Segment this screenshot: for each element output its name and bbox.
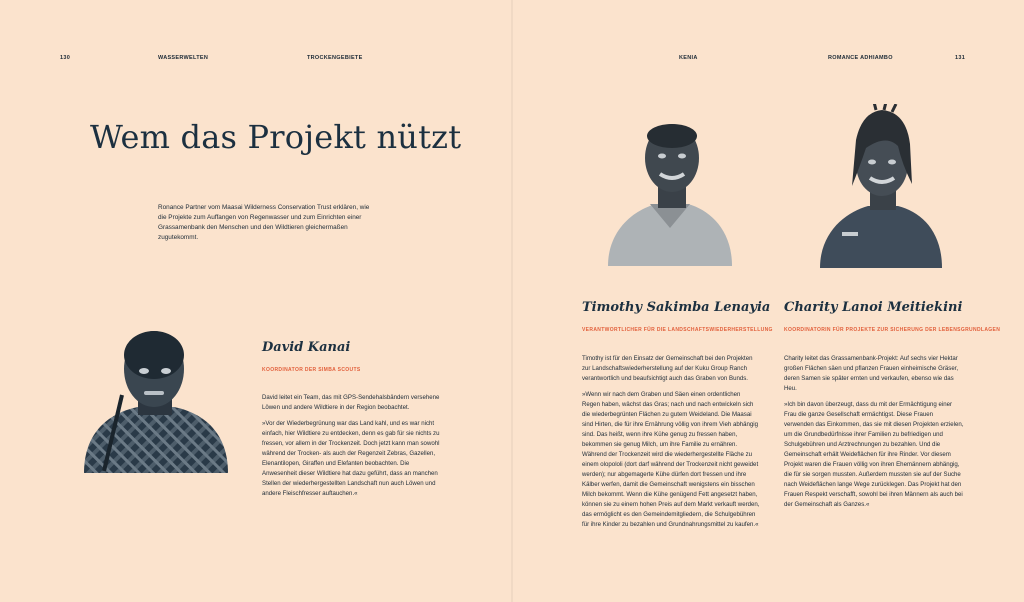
person-bio-charity: [784, 354, 964, 516]
bio-paragraph: Timothy ist für den Einsatz der Gemeinschaft bei den Projekten zur Landschaftswiederherstellung auf der Kuku Group Ranch verantwortlich und beaufsichtigt auch das Graben von Bunds.: [582, 355, 753, 382]
page-title: Wem das Projekt nützt: [90, 118, 462, 156]
portrait-charity-meitiekini: [816, 104, 946, 270]
running-header-country: KENIA: [679, 55, 698, 61]
person-name-timothy: Timothy Sakimba Lenayia: [582, 300, 771, 315]
person-bio-david: [262, 393, 442, 505]
bio-paragraph: David leitet ein Team, das mit GPS-Sendehalsbändern versehene Löwen und andere Wildtiere in der Region beobachtet.: [262, 394, 440, 411]
bio-paragraph: »Wenn wir nach dem Graben und Säen einen ordentlichen Regen haben, wächst das Gras; nach und nach entwickeln sich die wiederbegrünten Flächen zu gutem Weideland. Die Maasai sind Hirten, die für ihre Ernährung völlig von ihrem Vieh abhängig sind. Das heißt, wenn ihre Kühe genug zu fressen haben, bekommen sie genug Milch, um ihre Familie zu ernähren. Während der Trockenzeit wird die wiederhergestellte Fläche zu einem olopololi (dort darf während der Trockenzeit nicht geweidet werden); nur abgemagerte Kühe dürfen dort fressen und ihre Kälber werfen, damit die Gemeinschaft wenigstens ein bisschen Milch bekommt. Wenn die Kühe genügend Fett angesetzt haben, können sie zu einem hohen Preis auf dem Markt verkauft werden, das ermöglicht es den Gemeindemitgliedern, die Schulgebühren für ihre Kinder zu bezahlen und Grundnahrungsmittel zu kaufen.«: [582, 391, 760, 528]
running-header-section: WASSERWELTEN: [158, 55, 209, 61]
right-page: [512, 0, 1024, 602]
person-role-timothy: VERANTWORTLICHER FÜR DIE LANDSCHAFTSWIEDERHERSTELLUNG: [582, 327, 773, 333]
intro-paragraph: Ronance Partner vom Maasai Wilderness Conservation Trust erklären, wie die Projekte zum Auffangen von Regenwasser und zum Einrichten einer Grassamenbank den Menschen und den Wildtieren gleichermaßen zugutekommt.: [158, 204, 370, 241]
running-header-author: ROMANCE ADHIAMBO: [828, 55, 893, 61]
person-name-charity: Charity Lanoi Meitiekini: [784, 300, 963, 315]
person-role-charity: KOORDINATORIN FÜR PROJEKTE ZUR SICHERUNG DER LEBENSGRUNDLAGEN: [784, 327, 1001, 333]
person-name-david: David Kanai: [262, 340, 351, 355]
running-header-topic: TROCKENGEBIETE: [307, 55, 363, 61]
portrait-david-kanai: [78, 325, 234, 475]
bio-paragraph: »Ich bin davon überzeugt, dass du mit der Ermächtigung einer Frau die ganze Gesellschaft ermächtigst. Diese Frauen verwenden das Einkommen, das sie mit diesen Projekten erzielen, um die Grundbedürfnisse ihrer Familien zu befriedigen und Schulgebühren und Arztrechnungen zu bezahlen. Und die Gemeinschaft erhält Weideflächen für ihre Rinder. Vor diesem Projekt waren die Frauen völlig von ihren Ehemännern abhängig, die für sie sorgen mussten. Außerdem mussten sie auf der Suche nach Weideflächen lange Wege zurücklegen. Das Projekt hat den Frauen Respekt verschafft, sowohl bei ihren Männern als auch bei der Gemeinschaft als Ganzes.«: [784, 401, 964, 508]
page-number-right: 131: [955, 55, 966, 61]
page-number-left: 130: [60, 55, 71, 61]
bio-paragraph: Charity leitet das Grassamenbank-Projekt: Auf sechs vier Hektar großen Flächen säen und pflanzen Frauen einheimische Gräser, deren Samen sie später ernten und verkaufen, ebenso wie das Heu.: [784, 355, 959, 392]
portrait-timothy-lenayia: [606, 118, 734, 268]
bio-paragraph: »Vor der Wiederbegrünung war das Land kahl, und es war nicht einfach, hier Wildtiere zu entdecken, denn es gab für sie nichts zu fressen, vor allem in der Trockenzeit. Doch jetzt kann man sowohl während der Trocken- als auch der Regenzeit Zebras, Gazellen, Elenantilopen, Giraffen und Elefanten beobachten. Die Anwesenheit dieser Wildtiere hat dazu geführt, dass an manchen Stellen der wiederhergestellten Landschaft nun auch Löwen und andere Fleischfresser auftauchen.«: [262, 420, 440, 497]
person-bio-timothy: [582, 354, 760, 536]
person-role-david: KOORDINATOR DER SIMBA SCOUTS: [262, 367, 361, 373]
